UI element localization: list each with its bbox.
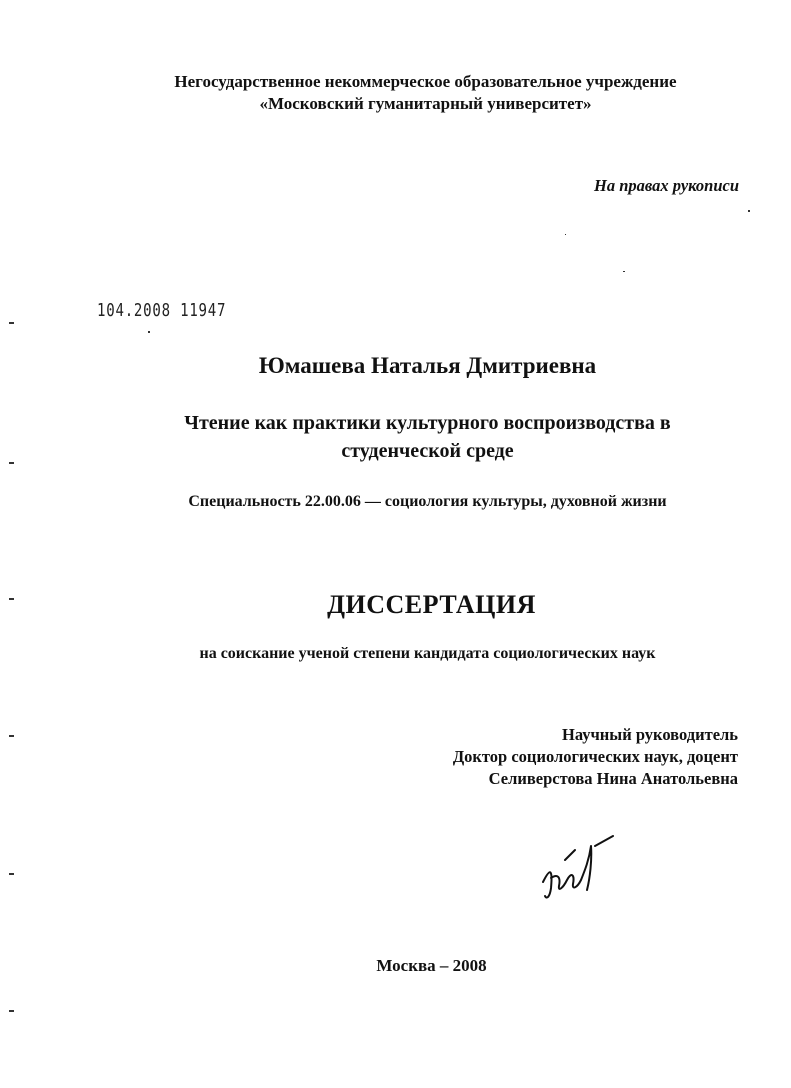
scan-mark [9, 873, 14, 875]
scan-mark [565, 234, 566, 235]
thesis-title-line-2: студенческой среде [341, 440, 514, 462]
scan-mark [9, 598, 14, 600]
organization-line-1: Негосударственное некоммерческое образовательное учреждение [174, 72, 677, 91]
scan-mark [148, 331, 150, 333]
supervisor-name: Селиверстова Нина Анатольевна [488, 769, 738, 788]
scan-mark [9, 1010, 14, 1012]
registration-stamp: 104.2008 11947 [97, 300, 227, 321]
scan-mark [9, 735, 14, 737]
document-type: ДИССЕРТАЦИЯ [327, 590, 536, 619]
specialty: Специальность 22.00.06 — социология культуры, духовной жизни [188, 493, 667, 510]
thesis-title-line-1: Чтение как практики культурного воспроизводства в [184, 412, 671, 434]
signature-icon [535, 830, 635, 905]
city-year: Москва – 2008 [376, 956, 487, 975]
scan-mark [9, 462, 14, 464]
scan-mark [623, 271, 625, 272]
manuscript-note: На правах рукописи [594, 176, 739, 195]
organization-line-2: «Московский гуманитарный университет» [259, 94, 592, 113]
scan-mark [9, 322, 14, 324]
supervisor-degree: Доктор социологических наук, доцент [452, 747, 738, 766]
author-name: Юмашева Наталья Дмитриевна [258, 353, 597, 378]
supervisor-role: Научный руководитель [562, 725, 738, 744]
scan-mark [748, 210, 750, 212]
degree-sought: на соискание ученой степени кандидата социологических наук [199, 645, 656, 662]
